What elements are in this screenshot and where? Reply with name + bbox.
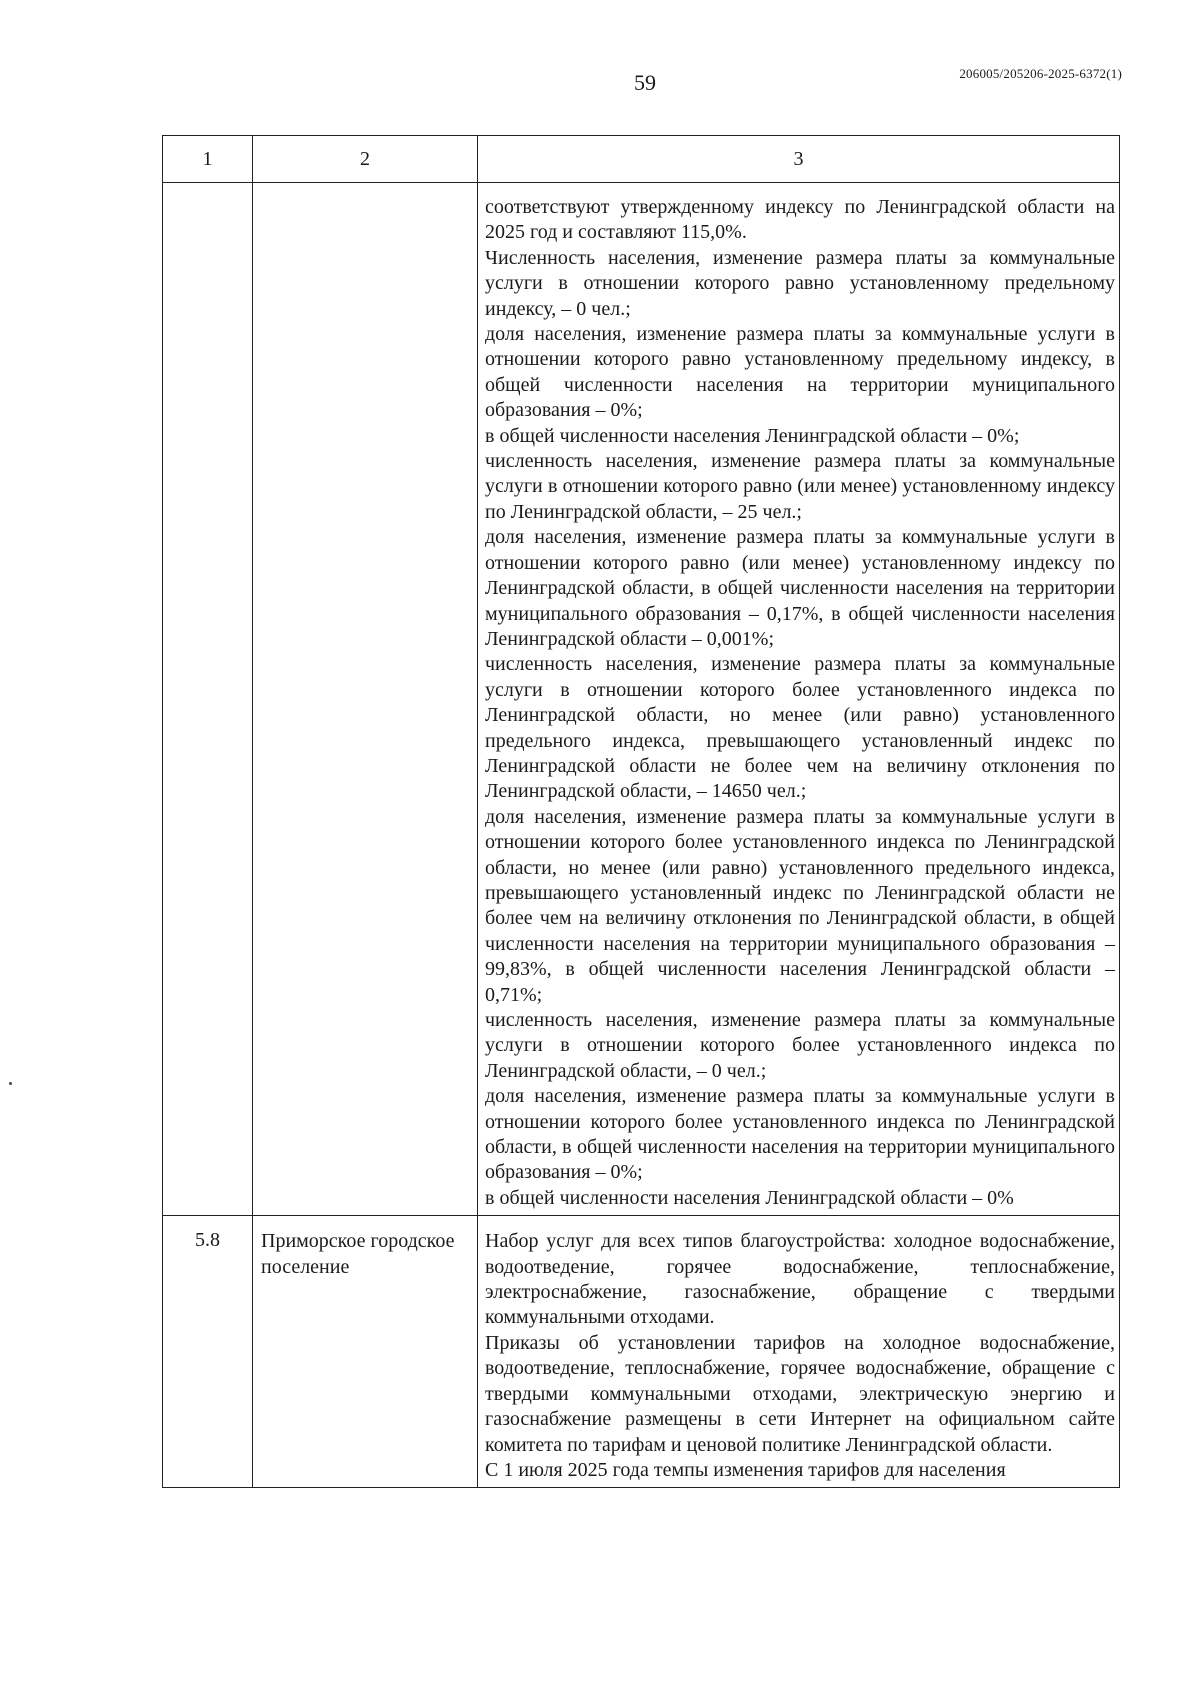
paragraph: численность населения, изменение размера платы за коммунальные услуги в отношении которого равно (или менее) установленному индексу по Ленинградской области, – 25 чел.;	[485, 450, 1115, 523]
data-table	[162, 135, 1120, 1488]
table-header-row	[163, 136, 1120, 183]
paragraph: в общей численности населения Ленинградской области – 0%;	[485, 424, 1020, 447]
paragraph: численность населения, изменение размера платы за коммунальные услуги в отношении которого более установленного индекса по Ленинградской области, – 0 чел.;	[485, 1009, 1115, 1082]
paragraph: доля населения, изменение размера платы за коммунальные услуги в отношении которого более установленного индекса по Ленинградской области, но менее (или равно) установленного предельного индекса, превышающего установленный индекс по Ленинградской области не более чем на величину отклонения по Ленинградской области, в общей численности населения на территории муниципального образования – 99,83%, в общей численности населения Ленинградской области – 0,71%;	[485, 805, 1115, 1006]
row-number-cell: 5.8	[163, 1216, 253, 1488]
description-cell	[478, 1216, 1120, 1488]
paragraph: С 1 июля 2025 года темпы изменения тарифов для населения	[485, 1458, 1006, 1481]
paragraph: доля населения, изменение размера платы за коммунальные услуги в отношении которого равно (или менее) установленному индексу по Ленинградской области, в общей численности населения на территории муниципального образования – 0,17%, в общей численности населения Ленинградской области – 0,001%;	[485, 526, 1115, 650]
settlement-name-cell: Приморское городское поселение	[253, 1216, 478, 1488]
description-cell	[478, 183, 1120, 1216]
table-row	[163, 183, 1120, 1216]
paragraph: численность населения, изменение размера платы за коммунальные услуги в отношении которого более установленного индекса по Ленинградской области, но менее (или равно) установленного предельного индекса, превышающего установленный индекс по Ленинградской области не более чем на величину отклонения по Ленинградской области, – 14650 чел.;	[485, 653, 1115, 803]
scan-speck	[9, 1082, 12, 1085]
paragraph: соответствуют утвержденному индексу по Ленинградской области на 2025 год и составляют 115,0%.	[485, 196, 1115, 244]
paragraph: Приказы об установлении тарифов на холодное водоснабжение, водоотведение, теплоснабжение, горячее водоснабжение, обращение с твердыми коммунальными отходами, электрическую энергию и газоснабжение размещены в сети Интернет на официальном сайте комитета по тарифам и ценовой политике Ленинградской области.	[485, 1331, 1115, 1456]
page-number: 59	[634, 70, 656, 95]
settlement-name-cell	[253, 183, 478, 1216]
column-header-3: 3	[478, 136, 1120, 183]
paragraph: доля населения, изменение размера платы за коммунальные услуги в отношении которого более установленного индекса по Ленинградской области, в общей численности населения на территории муниципального образования – 0%;	[485, 1085, 1115, 1184]
column-header-2: 2	[253, 136, 478, 183]
paragraph: в общей численности населения Ленинградской области – 0%	[485, 1186, 1014, 1209]
document-id: 206005/205206-2025-6372(1)	[959, 66, 1122, 81]
paragraph: доля населения, изменение размера платы за коммунальные услуги в отношении которого равно установленному предельному индексу, в общей численности населения на территории муниципального образования – 0%;	[485, 323, 1115, 422]
table-row	[163, 1216, 1120, 1488]
paragraph: Численность населения, изменение размера платы за коммунальные услуги в отношении которого равно установленному предельному индексу, – 0 чел.;	[485, 246, 1115, 320]
column-header-1: 1	[163, 136, 253, 183]
paragraph: Набор услуг для всех типов благоустройства: холодное водоснабжение, водоотведение, горячее водоснабжение, теплоснабжение, электроснабжение, газоснабжение, обращение с твердыми коммунальными отходами.	[485, 1230, 1115, 1329]
row-number-cell	[163, 183, 253, 1216]
